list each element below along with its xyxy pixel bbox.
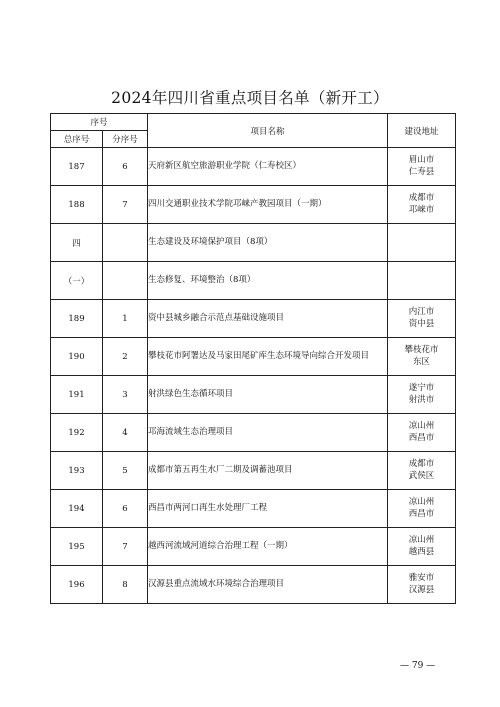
total-no-cell: 191 [51,376,103,414]
location-cell [388,566,456,604]
location-city: 遂宁市 [408,383,435,394]
sub-no-cell: 6 [103,490,148,528]
location-header: 建设地址 [388,114,456,148]
table-row [51,528,456,566]
project-name-cell: 邛海流域生态治理项目 [148,414,388,452]
sub-no-cell: 6 [103,148,148,186]
table-row [51,300,456,338]
location-district: 东区 [413,356,431,367]
location-city: 攀枝花市 [404,345,439,356]
location-city: 凉山州 [408,535,435,546]
location-district: 射洪市 [408,394,435,405]
location-cell [388,224,456,262]
project-name-cell: 越西河流域河道综合治理工程（一期） [148,528,388,566]
sub-no-cell: 3 [103,376,148,414]
sub-no-cell: 4 [103,414,148,452]
location-city: 凉山州 [408,421,435,432]
project-name-cell: 攀枝花市阿署达及马家田尾矿库生态环境导向综合开发项目 [148,338,388,376]
sub-no-cell: 2 [103,338,148,376]
sub-no-cell: 1 [103,300,148,338]
location-cell [388,262,456,300]
project-name-cell: 生态建设及环境保护项目（8项） [148,224,388,262]
project-name-cell: 成都市第五再生水厂二期及调蓄池项目 [148,452,388,490]
project-name-cell: 射洪绿色生态循环项目 [148,376,388,414]
location-cell [388,528,456,566]
location-cell [388,414,456,452]
table-row [51,452,456,490]
table-row [51,376,456,414]
location-cell [388,338,456,376]
serial-header: 序号 [51,114,148,131]
sub-no-cell: 8 [103,566,148,604]
location-district: 资中县 [408,318,435,329]
total-no-cell: 192 [51,414,103,452]
location-cell [388,376,456,414]
sub-no-cell [103,224,148,262]
sub-no-header: 分序号 [103,131,148,148]
total-no-cell: 187 [51,148,103,186]
total-no-cell: 190 [51,338,103,376]
sub-no-cell: 7 [103,186,148,224]
page-number: — 79 — [400,661,436,671]
project-name-cell: 西昌市两河口再生水处理厂工程 [148,490,388,528]
page-title: 2024年四川省重点项目名单（新开工） [111,89,389,107]
total-no-cell: 195 [51,528,103,566]
location-district: 越西县 [408,546,435,557]
table-row [51,490,456,528]
location-cell [388,490,456,528]
table-body [51,148,456,604]
project-name-cell: 生态修复、环境整治（8项） [148,262,388,300]
location-city: 雅安市 [408,573,435,584]
sub-no-cell [103,262,148,300]
project-name-cell: 四川交通职业技术学院邛崃产教园项目（一期） [148,186,388,224]
table-row [51,338,456,376]
total-no-cell: 193 [51,452,103,490]
total-no-cell: 四 [51,224,103,262]
table-row [51,148,456,186]
location-district: 西昌市 [408,432,435,443]
table-row [51,186,456,224]
location-cell [388,300,456,338]
location-cell [388,186,456,224]
total-no-cell: 196 [51,566,103,604]
project-name-cell: 汉源县重点流域水环境综合治理项目 [148,566,388,604]
location-cell [388,452,456,490]
location-district: 汉源县 [408,584,435,595]
location-city: 成都市 [408,193,435,204]
location-district: 仁寿县 [408,166,435,177]
location-district: 邛崃市 [408,204,435,215]
project-name-header: 项目名称 [148,114,388,148]
project-name-cell: 天府新区航空旅游职业学院（仁寿校区） [148,148,388,186]
location-city: 成都市 [408,459,435,470]
location-city: 内江市 [408,307,435,318]
table-row [51,414,456,452]
location-city: 眉山市 [408,155,435,166]
table-row [51,224,456,262]
total-no-cell: 194 [51,490,103,528]
location-city: 凉山州 [408,497,435,508]
total-no-cell: 188 [51,186,103,224]
sub-no-cell: 5 [103,452,148,490]
location-district: 西昌市 [408,508,435,519]
header-row-1 [51,114,456,131]
location-cell [388,148,456,186]
table-row [51,262,456,300]
project-table [50,113,456,604]
total-no-cell: 189 [51,300,103,338]
total-no-header: 总序号 [51,131,103,148]
table-row [51,566,456,604]
location-district: 武侯区 [408,470,435,481]
project-name-cell: 资中县城乡融合示范点基础设施项目 [148,300,388,338]
sub-no-cell: 7 [103,528,148,566]
total-no-cell: （一） [51,262,103,300]
